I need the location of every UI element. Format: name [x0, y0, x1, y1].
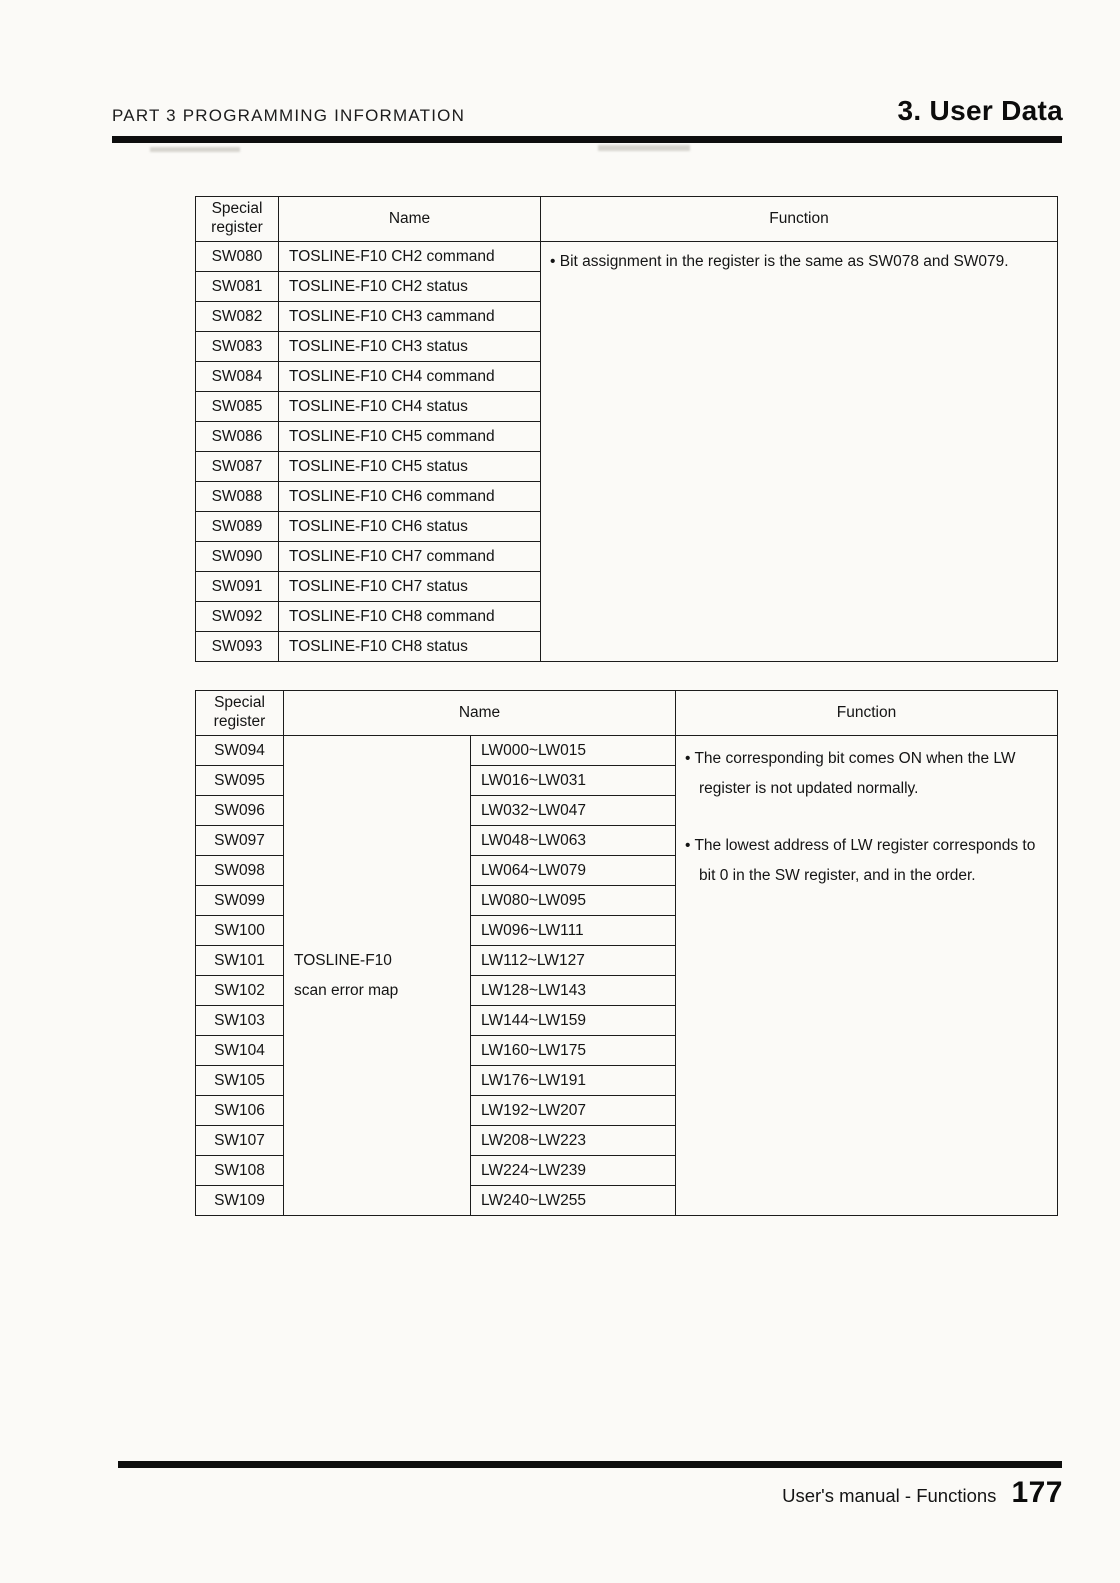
- range-cell: LW176~LW191: [471, 1066, 676, 1096]
- name-cell: TOSLINE-F10 CH5 command: [279, 422, 541, 452]
- col-header-special-register: Special register: [196, 691, 284, 736]
- range-cell: LW064~LW079: [471, 856, 676, 886]
- register-cell: SW101: [196, 946, 284, 976]
- range-cell: LW128~LW143: [471, 976, 676, 1006]
- name-label-line2: scan error map: [294, 981, 399, 999]
- table-row: [196, 242, 1058, 272]
- name-cell: TOSLINE-F10 CH4 command: [279, 362, 541, 392]
- col-header-special-register: Special register: [196, 197, 279, 242]
- header-rule: [112, 136, 1062, 143]
- range-cell: LW080~LW095: [471, 886, 676, 916]
- range-cell: LW144~LW159: [471, 1006, 676, 1036]
- register-cell: SW103: [196, 1006, 284, 1036]
- function-note-1: • The corresponding bit comes ON when the LW register is not updated normally.: [685, 750, 1016, 797]
- name-cell: TOSLINE-F10 CH7 command: [279, 542, 541, 572]
- chapter-heading: 3. User Data: [897, 95, 1063, 126]
- register-cell: SW095: [196, 766, 284, 796]
- register-cell: SW102: [196, 976, 284, 1006]
- register-cell: SW098: [196, 856, 284, 886]
- range-cell: LW224~LW239: [471, 1156, 676, 1186]
- register-cell: SW096: [196, 796, 284, 826]
- col-header-name: Name: [279, 197, 541, 242]
- range-cell: LW048~LW063: [471, 826, 676, 856]
- register-cell: SW091: [196, 572, 279, 602]
- range-cell: LW160~LW175: [471, 1036, 676, 1066]
- table-header-row: [196, 197, 1058, 242]
- range-cell: LW208~LW223: [471, 1126, 676, 1156]
- name-cell: TOSLINE-F10 CH3 cammand: [279, 302, 541, 332]
- col-header-function: Function: [541, 197, 1058, 242]
- register-cell: SW090: [196, 542, 279, 572]
- register-cell: SW106: [196, 1096, 284, 1126]
- register-cell: SW089: [196, 512, 279, 542]
- page-number: 177: [1011, 1476, 1063, 1509]
- register-cell: SW099: [196, 886, 284, 916]
- register-table-1: [195, 196, 1058, 662]
- register-cell: SW107: [196, 1126, 284, 1156]
- register-cell: SW093: [196, 632, 279, 662]
- register-cell: SW088: [196, 482, 279, 512]
- register-cell: SW083: [196, 332, 279, 362]
- function-cell: [541, 242, 1058, 662]
- function-note-2: • The lowest address of LW register corresponds to bit 0 in the SW register, and in the order.: [685, 837, 1036, 884]
- name-cell: TOSLINE-F10 CH8 status: [279, 632, 541, 662]
- register-cell: SW085: [196, 392, 279, 422]
- register-cell: SW108: [196, 1156, 284, 1186]
- name-cell: TOSLINE-F10 CH8 command: [279, 602, 541, 632]
- name-cell: TOSLINE-F10 CH5 status: [279, 452, 541, 482]
- range-cell: LW000~LW015: [471, 736, 676, 766]
- name-group-cell: [284, 736, 471, 1216]
- footer-label: User's manual - Functions: [782, 1485, 997, 1506]
- register-cell: SW080: [196, 242, 279, 272]
- col-header-function: Function: [676, 691, 1058, 736]
- register-cell: SW082: [196, 302, 279, 332]
- register-cell: SW084: [196, 362, 279, 392]
- name-label-line1: TOSLINE-F10: [294, 951, 392, 969]
- name-cell: TOSLINE-F10 CH2 command: [279, 242, 541, 272]
- name-cell: TOSLINE-F10 CH3 status: [279, 332, 541, 362]
- scan-smudge: [150, 147, 240, 152]
- register-cell: SW092: [196, 602, 279, 632]
- function-cell: [676, 736, 1058, 1216]
- range-cell: LW096~LW111: [471, 916, 676, 946]
- register-cell: SW087: [196, 452, 279, 482]
- col-header-name: Name: [284, 691, 676, 736]
- register-cell: SW086: [196, 422, 279, 452]
- footer: [782, 1476, 1063, 1510]
- table-header-row: [196, 691, 1058, 736]
- function-note: • Bit assignment in the register is the same as SW078 and SW079.: [550, 253, 1009, 270]
- range-cell: LW016~LW031: [471, 766, 676, 796]
- register-cell: SW104: [196, 1036, 284, 1066]
- table-row: [196, 736, 1058, 766]
- register-table-2: [195, 690, 1058, 1216]
- part-heading: PART 3 PROGRAMMING INFORMATION: [112, 106, 466, 125]
- range-cell: LW032~LW047: [471, 796, 676, 826]
- name-cell: TOSLINE-F10 CH2 status: [279, 272, 541, 302]
- name-cell: TOSLINE-F10 CH6 status: [279, 512, 541, 542]
- register-cell: SW081: [196, 272, 279, 302]
- name-cell: TOSLINE-F10 CH6 command: [279, 482, 541, 512]
- range-cell: LW192~LW207: [471, 1096, 676, 1126]
- register-cell: SW105: [196, 1066, 284, 1096]
- range-cell: LW112~LW127: [471, 946, 676, 976]
- scan-smudge: [598, 145, 690, 151]
- name-cell: TOSLINE-F10 CH4 status: [279, 392, 541, 422]
- register-cell: SW100: [196, 916, 284, 946]
- footer-rule: [118, 1461, 1062, 1468]
- register-cell: SW109: [196, 1186, 284, 1216]
- register-cell: SW094: [196, 736, 284, 766]
- register-cell: SW097: [196, 826, 284, 856]
- name-cell: TOSLINE-F10 CH7 status: [279, 572, 541, 602]
- range-cell: LW240~LW255: [471, 1186, 676, 1216]
